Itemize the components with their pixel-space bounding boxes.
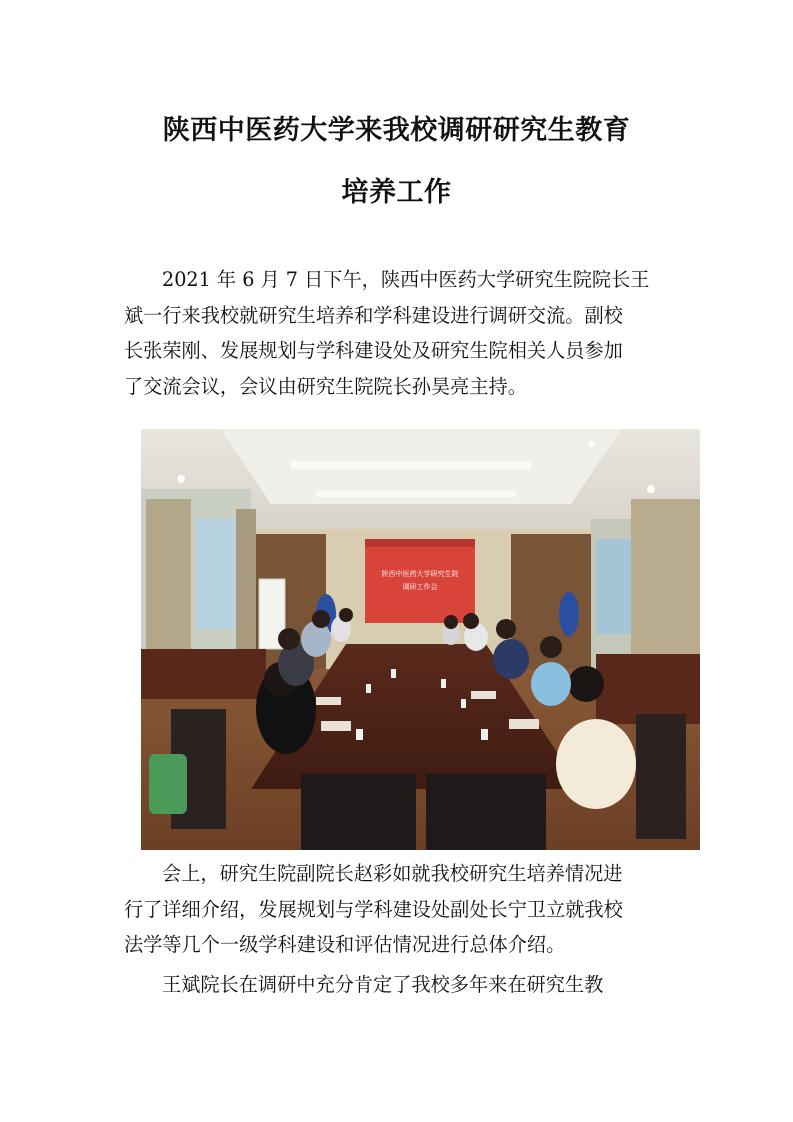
screen-text-line-1: 陕西中医药大学研究生院 [381,570,459,578]
meeting-photo [141,429,700,850]
paragraph-2-line: 会上，研究生院副院长赵彩如就我校研究生培养情况进 [162,862,623,885]
paragraph-2-line: 法学等几个一级学科建设和评估情况进行总体介绍。 [124,933,566,956]
paragraph-1 [124,262,676,404]
paragraph-1-line: 2021 年 6 月 7 日下午，陕西中医药大学研究生院院长王 [162,268,650,291]
paragraph-1-line: 长张荣刚、发展规划与学科建设处及研究生院相关人员参加 [124,339,623,362]
paragraph-2-line: 行了详细介绍，发展规划与学科建设处副处长宁卫立就我校 [124,897,623,921]
document-title-line-2: 培养工作 [341,177,452,208]
paragraph-1-line: 了交流会议，会议由研究生院院长孙昊亮主持。 [124,374,527,398]
paragraph-3-line: 王斌院长在调研中充分肯定了我校多年来在研究生教 [162,973,604,996]
screen-text-line-2: 调研工作会 [402,583,438,591]
paragraph-3 [124,967,676,1003]
document-title-line-1: 陕西中医药大学来我校调研研究生教育 [162,115,631,146]
paragraph-1-line: 斌一行来我校就研究生培养和学科建设进行调研交流。副校 [124,303,623,327]
paragraph-2 [124,856,676,963]
